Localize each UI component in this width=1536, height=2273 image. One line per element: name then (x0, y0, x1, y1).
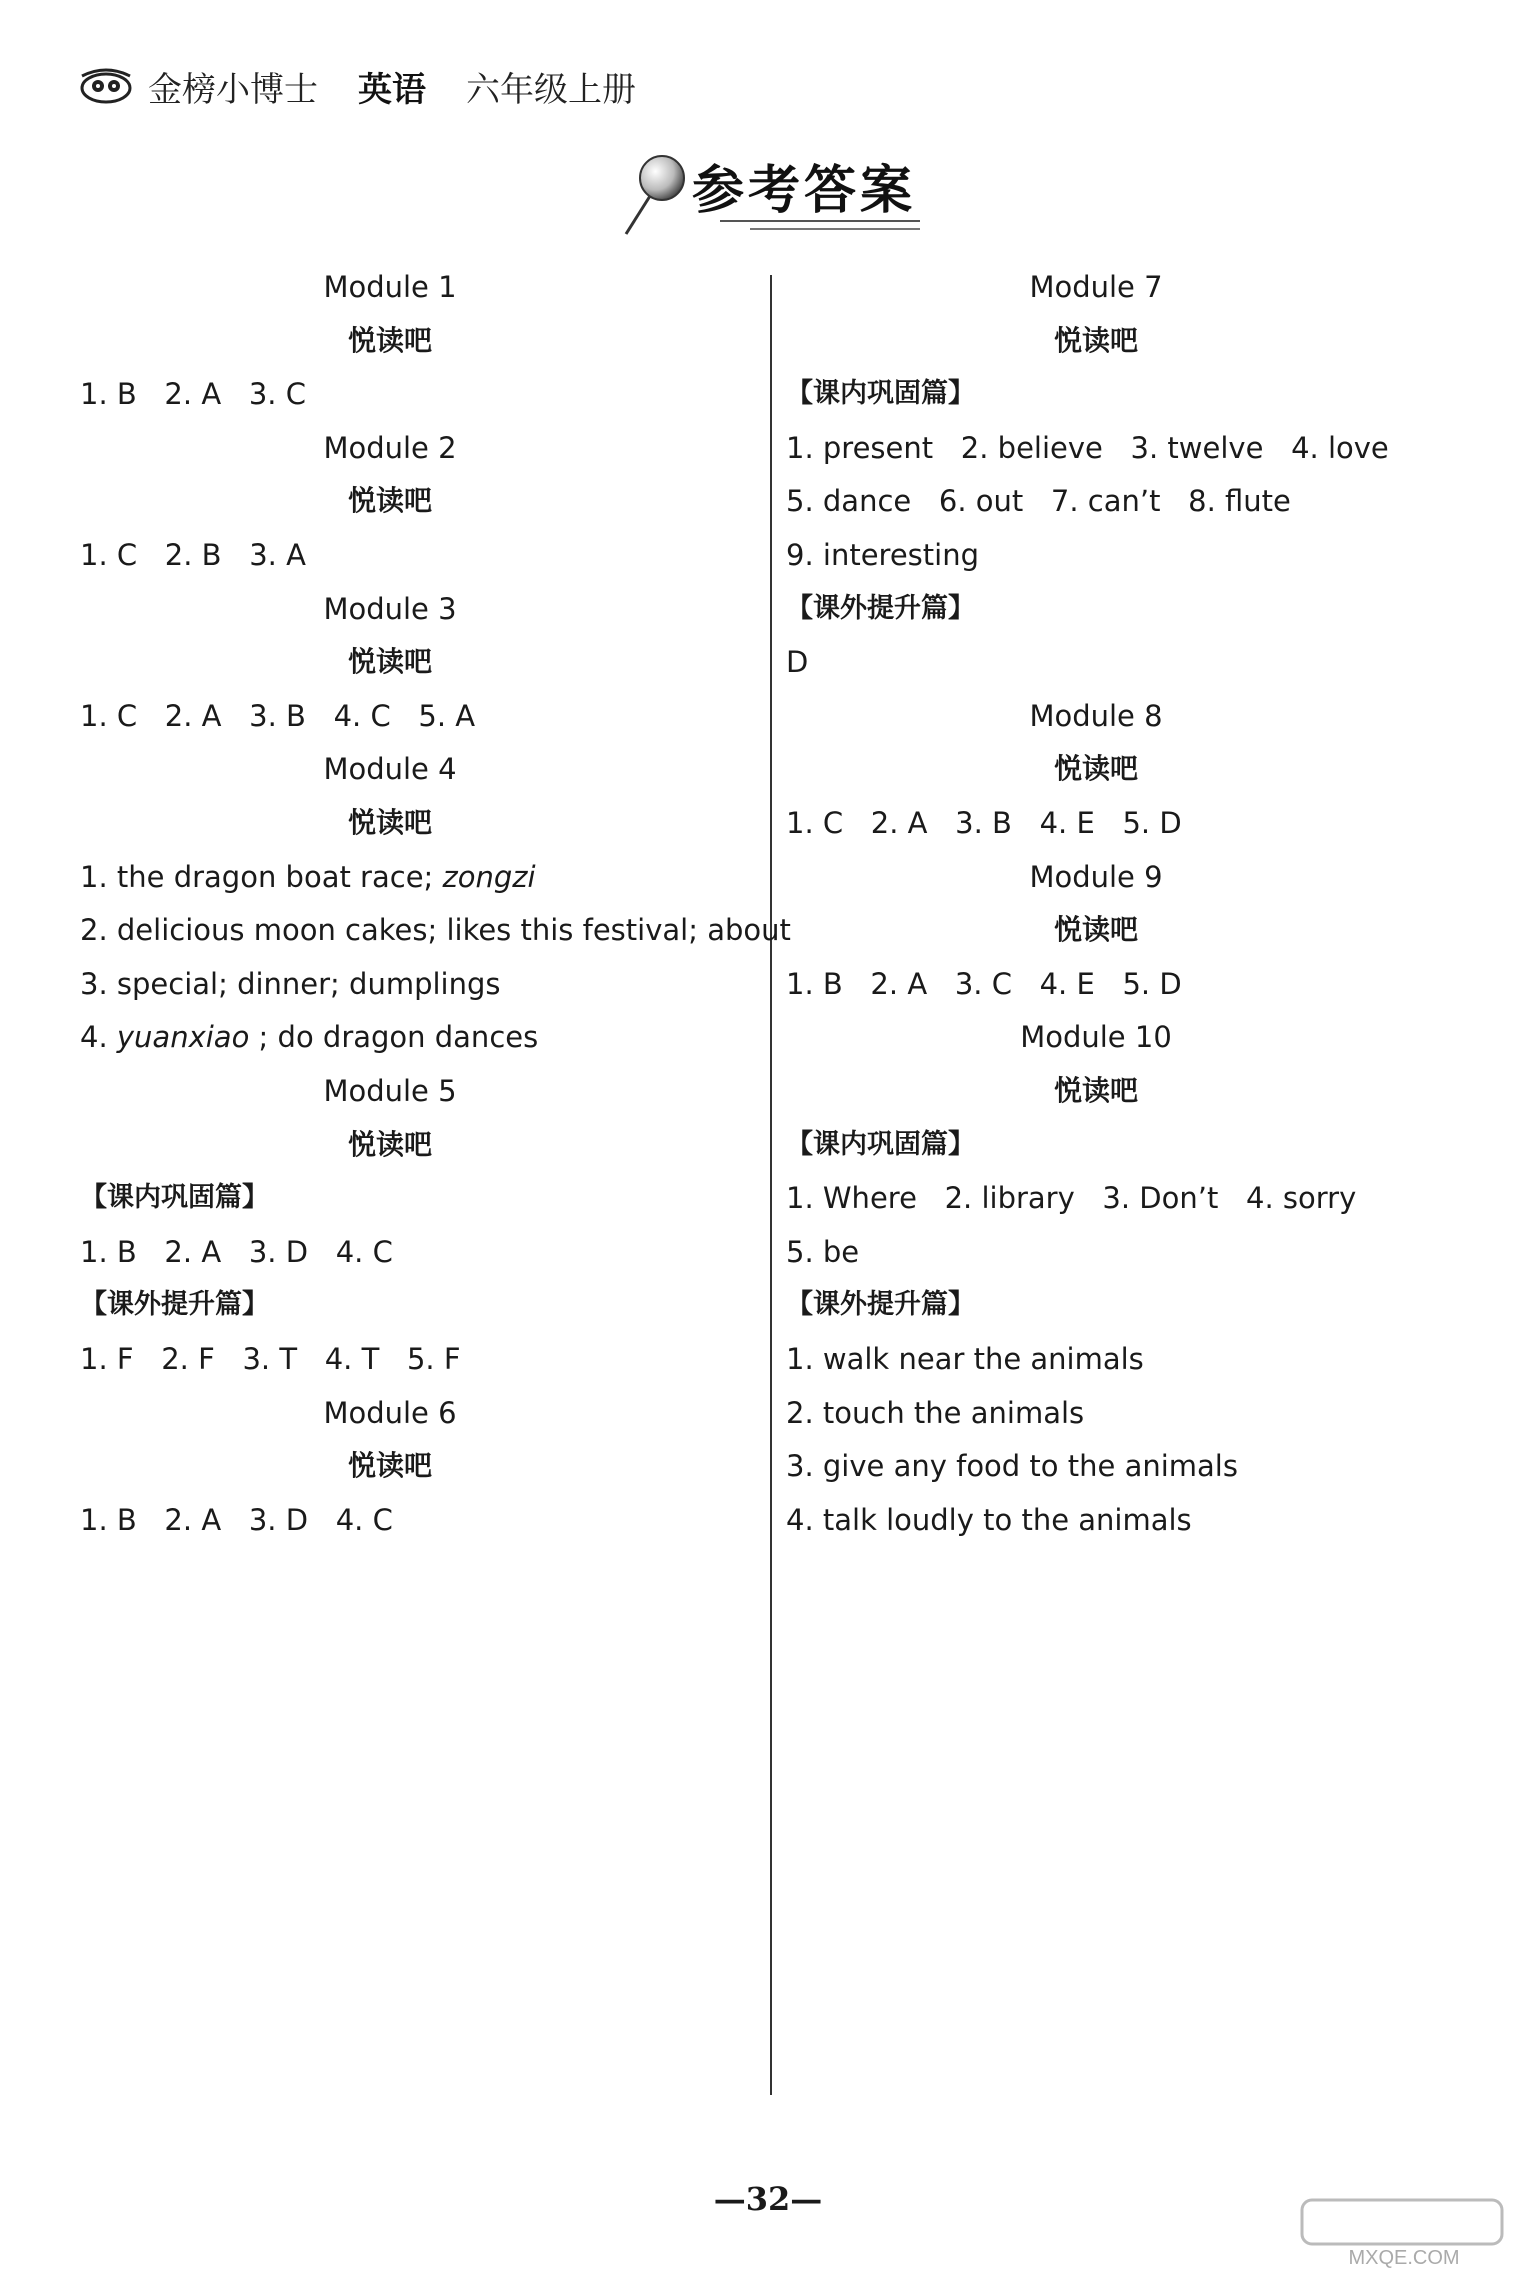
brand-name: 金榜小博士 (148, 69, 318, 110)
title-underline (720, 220, 920, 222)
section-label: 悦读吧 (347, 1449, 432, 1483)
answer-line: 1. present 2. believe 3. twelve 4. love (786, 430, 1389, 465)
module-heading: Module 5 (323, 1074, 457, 1108)
subsection-label: 【课外提升篇】 (786, 1289, 975, 1321)
column-divider (770, 275, 772, 2095)
module-heading: Module 8 (1029, 698, 1163, 733)
answer-line: 3. give any food to the animals (786, 1449, 1238, 1484)
page-header (78, 62, 636, 110)
subsection-label: 【课内巩固篇】 (786, 1128, 975, 1160)
answer-line: 1. walk near the animals (786, 1342, 1144, 1376)
subsection-label: 【课外提升篇】 (80, 1289, 269, 1321)
answer-line: 1. B 2. A 3. D 4. C (80, 1502, 393, 1537)
subsection-label: 【课内巩固篇】 (786, 378, 975, 410)
section-label: 悦读吧 (347, 645, 432, 679)
subject-label: 英语 (358, 69, 426, 110)
answer-line: 2. delicious moon cakes; likes this festival; about (80, 913, 791, 948)
module-heading: Module 9 (1029, 859, 1163, 894)
title-underline-2 (750, 228, 920, 230)
answer-line: 4. yuanxiao ; do dragon dances (80, 1020, 539, 1055)
answer-line: 4. talk loudly to the animals (786, 1502, 1192, 1537)
module-heading: Module 10 (1020, 1020, 1172, 1055)
watermark-logo (1294, 2196, 1514, 2270)
answer-line: 5. be (786, 1234, 860, 1269)
section-label: 悦读吧 (347, 1127, 432, 1161)
answer-line: D (786, 645, 809, 680)
module-heading: Module 4 (323, 752, 457, 787)
section-label: 悦读吧 (347, 323, 432, 357)
answer-line: 1. the dragon boat race; zongzi (80, 859, 536, 894)
answer-line: 1. C 2. A 3. B 4. C 5. A (80, 698, 476, 733)
answer-line: 1. C 2. B 3. A (80, 538, 306, 572)
owl-logo-icon (78, 66, 134, 106)
page-number: —32— (713, 2180, 823, 2218)
answer-line: 3. special; dinner; dumplings (80, 966, 501, 1001)
page-title-block (620, 140, 920, 240)
section-label: 悦读吧 (1053, 913, 1138, 947)
module-heading: Module 3 (323, 591, 457, 626)
subsection-label: 【课内巩固篇】 (80, 1182, 269, 1214)
answer-line: 1. B 2. A 3. C (80, 377, 306, 412)
answer-line: 1. Where 2. library 3. Don’t 4. sorry (786, 1181, 1357, 1216)
section-label: 悦读吧 (1053, 323, 1138, 357)
module-heading: Module 7 (1029, 270, 1163, 304)
section-label: 悦读吧 (1053, 1074, 1138, 1107)
answer-line: 9. interesting (786, 538, 979, 572)
section-label: 悦读吧 (347, 806, 432, 839)
grade-label: 六年级上册 (466, 69, 636, 110)
module-heading: Module 2 (323, 430, 457, 465)
module-heading: Module 1 (323, 270, 457, 304)
answer-line: 1. C 2. A 3. B 4. E 5. D (786, 806, 1182, 840)
answer-line: 5. dance 6. out 7. can’t 8. flute (786, 484, 1291, 519)
answer-line: 1. B 2. A 3. D 4. C (80, 1234, 393, 1269)
module-heading: Module 6 (323, 1395, 457, 1430)
subsection-label: 【课外提升篇】 (786, 592, 975, 624)
page-title: 参考答案 (692, 161, 917, 221)
section-label: 悦读吧 (347, 484, 432, 518)
answer-line: 1. F 2. F 3. T 4. T 5. F (80, 1342, 461, 1376)
answer-line: 1. B 2. A 3. C 4. E 5. D (786, 966, 1182, 1001)
watermark-text: MXQE.COM (1348, 2247, 1460, 2269)
section-label: 悦读吧 (1053, 752, 1138, 786)
answer-line: 2. touch the animals (786, 1395, 1085, 1430)
pushpin-icon (620, 150, 690, 240)
